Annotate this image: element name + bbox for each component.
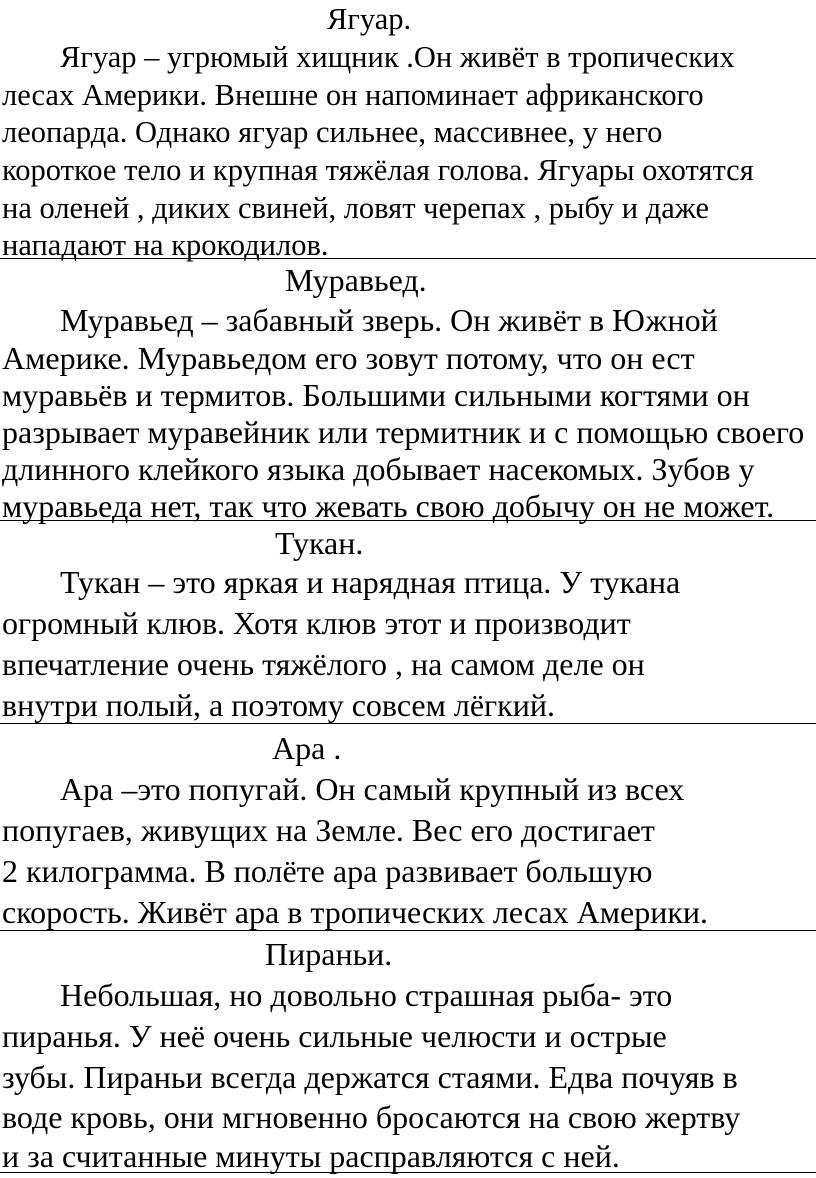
section-divider (0, 1172, 816, 1173)
paragraph-line: на оленей , диких свиней, ловят черепах , рыбу и даже (2, 191, 709, 225)
section-divider (0, 520, 816, 521)
section-title-piranhas: Пираньи. (265, 936, 393, 972)
paragraph-line: муравьеда нет, так что жевать свою добычу он не может. (2, 488, 775, 524)
paragraph-line: зубы. Пираньи всегда держатся стаями. Едва почуяв в (2, 1059, 738, 1095)
paragraph-line: леопарда. Однако ягуар сильнее, массивнее, у него (2, 115, 663, 149)
section-title-macaw: Ара . (272, 730, 342, 766)
paragraph-line: попугаев, живущих на Земле. Вес его достигает (2, 812, 655, 848)
paragraph-line: Небольшая, но довольно страшная рыба- это (60, 977, 673, 1013)
section-divider (0, 930, 816, 931)
paragraph-line: и за считанные минуты расправляются с ней. (2, 1138, 620, 1174)
paragraph-line: внутри полый, а поэтому совсем лёгкий. (2, 687, 555, 723)
paragraph-line: Ягуар – угрюмый хищник .Он живёт в тропических (60, 40, 735, 74)
section-divider (0, 723, 816, 724)
section-title-anteater: Муравьед. (285, 262, 427, 298)
paragraph-line: впечатление очень тяжёлого , на самом деле он (2, 646, 645, 682)
paragraph-line: воде кровь, они мгновенно бросаются на свою жертву (2, 1099, 741, 1135)
paragraph-line: лесах Америки. Внешне он напоминает африканского (2, 78, 704, 112)
paragraph-line: Америке. Муравьедом его зовут потому, что он ест (2, 340, 695, 376)
paragraph-line: муравьёв и термитов. Большими сильными когтями он (2, 377, 750, 413)
paragraph-line: длинного клейкого языка добывает насекомых. Зубов у (2, 451, 755, 487)
paragraph-line: Муравьед – забавный зверь. Он живёт в Южной (60, 302, 718, 338)
paragraph-line: огромный клюв. Хотя клюв этот и производит (2, 605, 631, 641)
paragraph-line: скорость. Живёт ара в тропических лесах Америки. (2, 894, 709, 930)
paragraph-line: Ара –это попугай. Он самый крупный из всех (60, 771, 685, 807)
paragraph-line: разрывает муравейник или термитник и с помощью своего (2, 414, 805, 450)
section-title-toucan: Тукан. (275, 525, 364, 561)
paragraph-line: Тукан – это яркая и нарядная птица. У тукана (60, 564, 681, 600)
section-divider (0, 258, 816, 259)
paragraph-line: короткое тело и крупная тяжёлая голова. Ягуары охотятся (2, 153, 754, 187)
paragraph-line: 2 килограмма. В полёте ара развивает большую (2, 853, 653, 889)
paragraph-line: пиранья. У неё очень сильные челюсти и острые (2, 1018, 667, 1054)
section-title-jaguar: Ягуар. (327, 2, 412, 36)
paragraph-line: нападают на крокодилов. (2, 228, 329, 262)
